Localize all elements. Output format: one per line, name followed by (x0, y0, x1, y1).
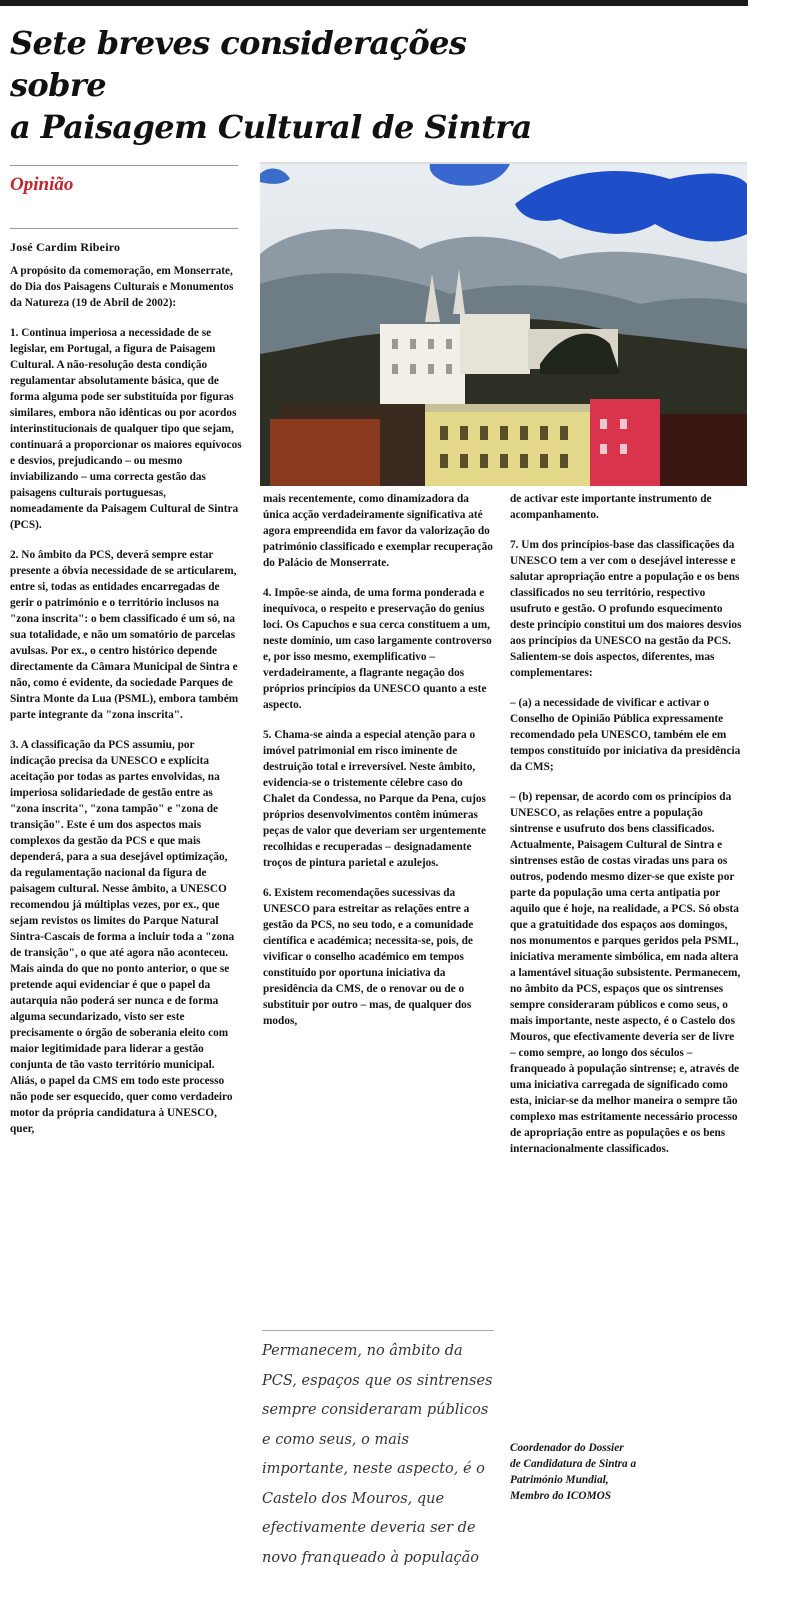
paragraph: 1. Continua imperiosa a necessidade de se legislar, em Portugal, a figura de Paisagem Cultural. A não-resolução desta condição regulamentar absolutamente básica, que de forma alguma pode ser substituída por figuras similares, embora não idênticas ou por acordos interinstitucionais de qualquer tipo que sejam, continuará a proporcionar os maiores equívocos e desvios, prejudicando – ou mesmo inviabilizando – uma correcta gestão das paisagens culturais portuguesas, nomeadamente da Paisagem Cultural de Sintra (PCS). (10, 327, 242, 531)
paragraph: 4. Impõe-se ainda, de uma forma ponderada e inequívoca, o respeito e preservação do genius loci. Os Capuchos e sua cerca constituem a um, neste domínio, um caso largamente controverso e, por isso mesmo, exemplificativo – verdadeiramente, a flagrante negação dos próprios princípios da UNESCO quanto a este aspecto. (263, 587, 492, 711)
pull-quote: Permanecem, no âmbito da PCS, espaços que os sintrenses sempre consideraram públicos e como seus, o mais importante, neste aspecto, é o Castelo dos Mouros, que efectivamente deveria ser de novo franqueado à população (262, 1330, 494, 1573)
paragraph: – (b) repensar, de acordo com os princípios da UNESCO, as relações entre a população sintrense e usufruto dos bens classificados. Actualmente, Paisagem Cultural de Sintra e sintrenses estão de costas viradas uns para os outros, podendo mesmo dizer-se que existe por parte da população uma certa antipatia por aquilo que é hoje, na realidade, a PCS. Só obsta que a gratuitidade dos espaços aos domingos, nos monumentos e parques geridos pela PSML, iniciativa meramente simbólica, em nada altera a lamentável situação subsistente. Permanecem, no âmbito da PCS, espaços que os sintrenses sempre consideraram públicos e como seus, o mais importante, neste aspecto, é o Castelo dos Mouros, que efectivamente deveria ser de livre – como sempre, ao longo dos séculos – franqueado à população sintrense; e, através de uma iniciativa carregada de significado como esta, iniciar-se da melhor maneira o sempre tão complexo mas estritamente necessário processo de apropriação entre as populações e os bens internacionalmente classificados. (510, 791, 741, 1155)
headline-line-2: a Paisagem Cultural de Sintra (10, 108, 532, 146)
section-bar (10, 165, 238, 229)
paragraph: 2. No âmbito da PCS, deverá sempre estar presente a óbvia necessidade de se articularem, entre si, todas as entidades encarregadas de gerir o património e o território inclusos na "zona inscrita": o bem classificado é um só, na sua totalidade, e não um somatório de parcelas avulsas. Por ex., o centro histórico depende directamente da Câmara Municipal de Sintra e não, como é evidente, da sociedade Parques de Sintra Monte da Lua (PSML), embora também parte integrante da "zona inscrita". (10, 549, 239, 721)
author-byline: José Cardim Ribeiro (10, 240, 121, 254)
article-headline (10, 22, 570, 148)
paragraph: A propósito da comemoração, em Monserrate, do Dia dos Paisagens Culturais e Monumentos da Natureza (19 de Abril de 2002): (10, 265, 234, 309)
signature-line: Membro do ICOMOS (510, 1490, 612, 1502)
sintra-palace-photo (260, 162, 747, 486)
paragraph: 3. A classificação da PCS assumiu, por indicação precisa da UNESCO e explícita aceitação por todas as partes envolvidas, na imperiosa solidariedade de gestão entre as "zona inscrita", "zona tampão" e "zona de transição". Este é um dos aspectos mais complexos da gestão da PCS e que mais dependerá, para a sua desejável optimização, da regulamentação nacional da figura de paisagem cultural. Nesse âmbito, a UNESCO recomendou já múltiplas vezes, por ex., que sejam revistos os limites do Parque Natural Sintra-Cascais de forma a incluir toda a "zona de transição", o que até agora não aconteceu. Mais ainda do que no ponto anterior, o que se pretende aqui evidenciar é que o papel da autarquia não poderá ser nunca e de forma alguma secundarizado, visto ser este precisamente o órgão de soberania eleito com maior legitimidade para liderar a gestão conjunta de tão vasto território municipal. Aliás, o papel da CMS em todo este processo não pode ser esquecido, quer como verdadeiro motor da própria candidatura à UNESCO, quer, (10, 739, 235, 1135)
headline-line-1: Sete breves considerações sobre (10, 24, 467, 104)
author-signature (510, 1440, 742, 1504)
article-column-3 (510, 491, 742, 1558)
paragraph: de activar este importante instrumento de acompanhamento. (510, 493, 712, 521)
signature-line: de Candidatura de Sintra a (510, 1458, 637, 1470)
top-rule (0, 0, 748, 6)
article-column-2 (263, 491, 495, 1284)
paragraph: 5. Chama-se ainda a especial atenção para o imóvel patrimonial em risco iminente de destruição total e irreversível. Neste âmbito, evidencia-se o tristemente célebre caso do Chalet da Condessa, no Parque da Pena, cujos próprios desenvolvimentos contêm inúmeras peças de valor que deveriam ser urgentemente recolhidas e recuperadas – designadamente troços de pintura parietal e azulejos. (263, 729, 486, 869)
section-label: Opinião (10, 174, 74, 195)
sintra-photo-illustration (260, 164, 747, 486)
signature-line: Património Mundial, (510, 1474, 609, 1486)
article-column-1 (10, 263, 242, 1558)
paragraph: 6. Existem recomendações sucessivas da UNESCO para estreitar as relações entre a gestão da PCS, no seu todo, e a comunidade científica e académica; necessita-se, pois, de vivificar o conselho académico em tempos constituído por oportuna iniciativa da presidência da CMS, de o renovar ou de o substituir por outro – mas, de qualquer dos modos, (263, 887, 474, 1027)
paragraph: 7. Um dos princípios-base das classificações da UNESCO tem a ver com o desejável interesse e salutar apropriação entre a população e os bens classificados no seu território, respectivo usufruto e gestão. O profundo esquecimento deste princípio constitui um dos maiores desvios aos princípios da UNESCO na gestão da PCS. Salientem-se dois aspectos, diferentes, mas complementares: (510, 539, 742, 679)
signature-line: Coordenador do Dossier (510, 1442, 624, 1454)
paragraph: mais recentemente, como dinamizadora da única acção verdadeiramente significativa até agora empreendida em favor da valorização do património classificado e exemplar recuperação do Palácio de Monserrate. (263, 493, 493, 569)
paragraph: – (a) a necessidade de vivificar e activar o Conselho de Opinião Pública expressamente recomendado pela UNESCO, também ele em tempos constituído por iniciativa da presidência da CMS; (510, 697, 741, 773)
